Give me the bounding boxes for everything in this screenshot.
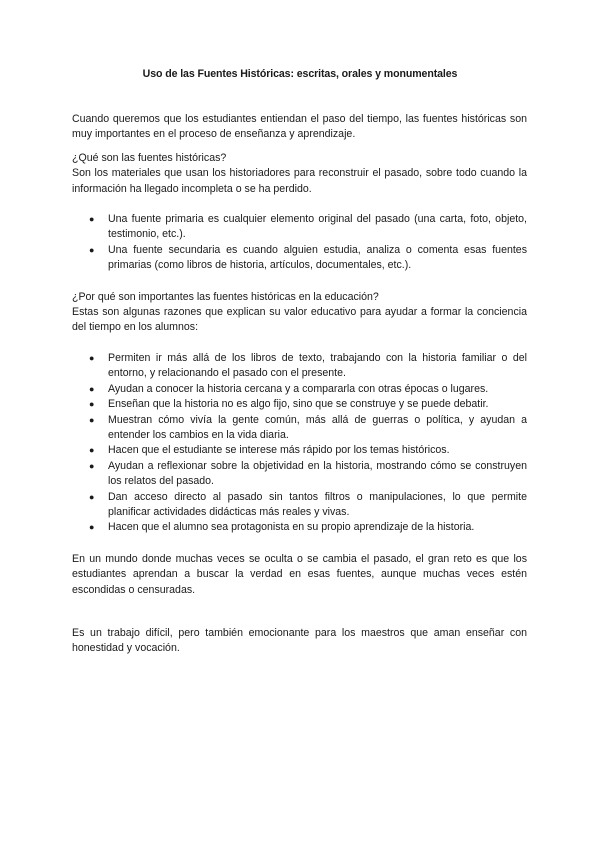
list-item: [72, 243, 527, 274]
section1-heading: ¿Qué son las fuentes históricas?: [72, 151, 227, 164]
conclusion-paragraph: En un mundo donde muchas veces se oculta o se cambia el pasado, el gran reto es que los estudiantes aprendan a buscar la verdad en esas fuentes, aunque muchas veces estén escondidas o censuradas.: [72, 552, 527, 596]
intro-paragraph: Cuando queremos que los estudiantes entiendan el paso del tiempo, las fuentes históricas son muy importantes en el proceso de enseñanza y aprendizaje.: [72, 113, 527, 141]
bullet-icon: ●: [89, 414, 95, 425]
bullet-icon: ●: [89, 491, 95, 502]
section1-body: Son los materiales que usan los historiadores para reconstruir el pasado, sobre todo cuando la información ha llegado incompleta o se ha perdido.: [72, 167, 527, 195]
bullet-icon: ●: [89, 460, 95, 471]
section2-heading: ¿Por qué son importantes las fuentes históricas en la educación?: [72, 290, 379, 303]
list-item: [72, 520, 527, 535]
list-item-text: Dan acceso directo al pasado sin tantos filtros o manipulaciones, lo que permite planificar actividades didácticas más reales y vivas.: [108, 490, 527, 518]
bullet-icon: ●: [89, 522, 95, 533]
list-item: [72, 443, 527, 458]
list-item-text: Una fuente primaria es cualquier elemento original del pasado (una carta, foto, objeto, testimonio, etc.).: [108, 213, 527, 241]
document-body: [72, 112, 527, 657]
list-item-text: Permiten ir más allá de los libros de texto, trabajando con la historia familiar o del entorno, y relacionando el pasado con el presente.: [108, 351, 527, 380]
list-item-text: Muestran cómo vivía la gente común, más allá de guerras o política, y ayudan a entender los cambios en la vida diaria.: [108, 413, 527, 441]
section2-bullet-list: [72, 351, 527, 536]
document-title: Uso de las Fuentes Históricas: escritas, orales y monumentales: [142, 68, 458, 80]
list-item-text: Una fuente secundaria es cuando alguien estudia, analiza o comenta esas fuentes primarias (como libros de historia, artículos, documentales, etc.).: [108, 243, 527, 272]
list-item: [72, 459, 527, 490]
list-item-text: Hacen que el estudiante se interese más rápido por los temas históricos.: [108, 444, 450, 457]
bullet-icon: ●: [89, 214, 95, 225]
bullet-icon: ●: [89, 244, 95, 255]
section2-body: Estas son algunas razones que explican su valor educativo para ayudar a formar la conciencia del tiempo en los alumnos:: [72, 306, 527, 334]
list-item: [72, 351, 527, 382]
list-item-text: Ayudan a reflexionar sobre la objetividad en la historia, mostrando cómo se construyen los relatos del pasado.: [108, 459, 527, 488]
bullet-icon: ●: [89, 399, 95, 410]
bullet-icon: ●: [89, 445, 95, 456]
list-item: [72, 413, 527, 444]
list-item: [72, 397, 527, 412]
list-item: [72, 490, 527, 521]
list-item-text: Enseñan que la historia no es algo fijo, sino que se construye y se puede debatir.: [108, 398, 489, 411]
bullet-icon: ●: [89, 352, 95, 363]
closing-paragraph: Es un trabajo difícil, pero también emocionante para los maestros que aman enseñar con honestidad y vocación.: [72, 626, 527, 655]
list-item-text: Hacen que el alumno sea protagonista en su propio aprendizaje de la historia.: [108, 521, 475, 534]
bullet-icon: ●: [89, 383, 95, 394]
section1-bullet-list: [72, 212, 527, 274]
list-item: [72, 382, 527, 397]
list-item: [72, 212, 527, 243]
list-item-text: Ayudan a conocer la historia cercana y a compararla con otras épocas o lugares.: [108, 382, 489, 395]
